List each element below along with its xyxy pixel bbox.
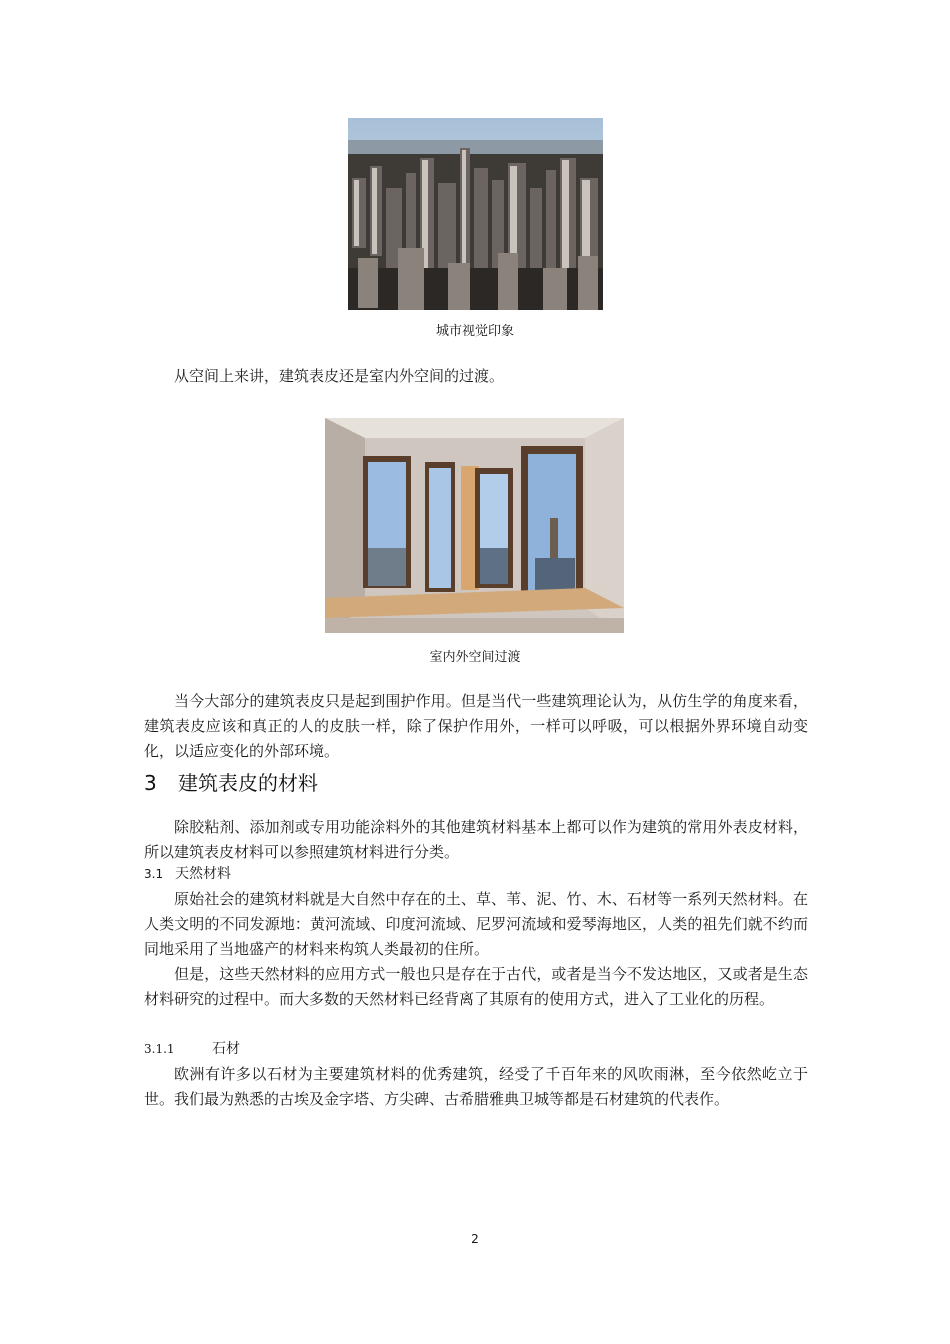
subsection-heading-3-1 xyxy=(144,863,231,885)
paragraph-space-transition: 从空间上来讲，建筑表皮还是室内外空间的过渡。 xyxy=(174,367,505,385)
paragraph-natural-materials-use: 但是，这些天然材料的应用方式一般也只是存在于古代，或者是当今不发达地区，又或者是生态材料研究的过程中。而大多数的天然材料已经背离了其原有的使用方式，进入了工业化的历程。 xyxy=(144,965,808,1008)
subsubsection-number: 3.1.1 xyxy=(144,1042,175,1056)
corner-window-photo xyxy=(325,418,624,633)
paragraph-primitive-materials: 原始社会的建筑材料就是大自然中存在的土、草、苇、泥、竹、木、石材等一系列天然材料。在人类文明的不同发源地：黄河流域、印度河流域、尼罗河流域和爱琴海地区，人类的祖先们就不约而同地采用了当地盛产的材料来构筑人类最初的住所。 xyxy=(144,890,808,958)
section-heading-3 xyxy=(144,768,318,798)
subsection-number: 3.1 xyxy=(144,867,164,881)
subsubsection-heading-3-1-1 xyxy=(144,1038,240,1060)
section-title: 建筑表皮的材料 xyxy=(178,771,318,795)
section-number: 3 xyxy=(144,771,157,795)
city-skyline-photo xyxy=(348,118,603,310)
figure-caption-city: 城市视觉印象 xyxy=(435,324,514,339)
paragraph-bionic-skin: 当今大部分的建筑表皮只是起到围护作用。但是当代一些建筑理论认为，从仿生学的角度来看，建筑表皮应该和真正的人的皮肤一样，除了保护作用外，一样可以呼吸，可以根据外界环境自动变化，以适应变化的外部环境。 xyxy=(144,692,808,760)
subsection-title: 天然材料 xyxy=(175,866,231,882)
figure-caption-window: 室内外空间过渡 xyxy=(429,650,521,665)
subsubsection-title: 石材 xyxy=(212,1041,240,1057)
page-number: 2 xyxy=(471,1232,479,1246)
paragraph-material-classification: 除胶粘剂、添加剂或专用功能涂料外的其他建筑材料基本上都可以作为建筑的常用外表皮材料，所以建筑表皮材料可以参照建筑材料进行分类。 xyxy=(144,818,808,861)
paragraph-stone-architecture: 欧洲有许多以石材为主要建筑材料的优秀建筑，经受了千百年来的风吹雨淋，至今依然屹立于世。我们最为熟悉的古埃及金字塔、方尖碑、古希腊雅典卫城等都是石材建筑的代表作。 xyxy=(144,1065,808,1108)
